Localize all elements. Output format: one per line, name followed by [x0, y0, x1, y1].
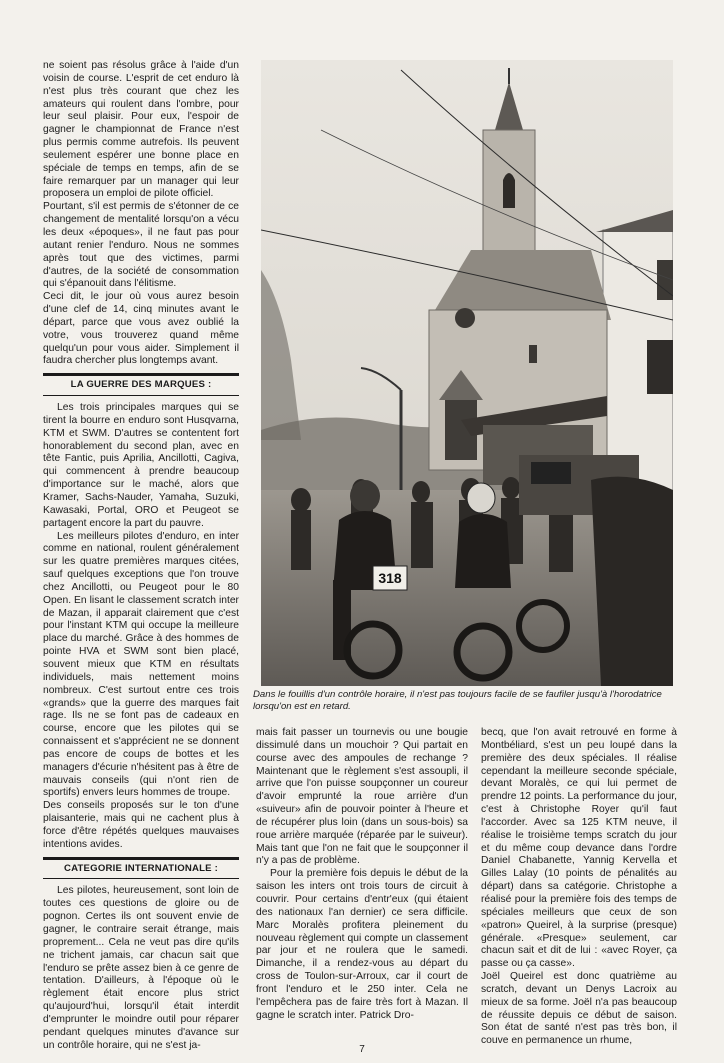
paragraph: Les meilleurs pilotes d'enduro, en inter comme en national, roulent généralement sur les quatre premières marques citées, sauf quelques exceptions que l'on trouve chez Ancillotti, ou Peugeot pour le 80 Open. En lisant le classement scratch inter de Mazan, il apparait clairement que c'est pour l'instant KTM qui occupe la meilleure place du marché. Grâce à des hommes de pointe HVA et SWM sont bien placé, souvent mieux que KTM en résultats individuels, mais nettement moins nombreux. C'est surtout entre ces trois «grands» que la guerre des marques fait rage. Ils ne se font pas de cadeaux en course, encore que les pilotes qui se connaissent et s'apprécient ne se donnent pas encore de coups de bottes et les managers d'écurie n'hésitent pas à être de mauvais conseils (qui n'ont rien de sportifs) envers leurs hommes de troupe. — [43, 530, 239, 799]
photo-illustration — [261, 60, 673, 686]
photo-church-enduro-riders — [261, 60, 673, 686]
paragraph: mais fait passer un tournevis ou une bougie dissimulé dans un mouchoir ? Qui partait en course avec des ampoules de rechange ? Maintenant que le règlement s'est assoupli, il arrive que l'on puisse soupçonner un coureur d'avoir emprunté la roue arrière d'un «suiveur» afin de pouvoir pointer à l'heure et de récupérer plus loin (dans un sous-bois) sa roue arrière marquée (réparée par le suiveur). Mais tant que l'on ne fait que le soupçonner il n'y a pas de problème. — [256, 727, 468, 867]
section-heading-guerre-des-marques: LA GUERRE DES MARQUES : — [43, 373, 239, 396]
page-number: 7 — [359, 1044, 365, 1055]
paragraph: Joël Queirel est donc quatrième au scratch, devant un Denys Lacroix au mieux de sa forme. Joël n'a pas beaucoup de réussite depuis ce début de saison. Son état de santé n'est pas très bon, il couve en permanence un rhume, — [481, 971, 677, 1047]
paragraph: Les trois principales marques qui se tirent la bourre en enduro sont Husqvarna, KTM et SWM. D'autres se contentent fort honorablement du second plan, avec en tête Fantic, puis Aprilia, Ancillotti, Cagiva, qui commencent à prendre beaucoup d'importance sur le maché, alors que Kramer, Sachs-Nauder, Yamaha, Suzuki, Kawasaki, Portal, ORO et Peugeot se partagent encore la part du pauvre. — [43, 402, 239, 529]
right-column — [481, 727, 677, 1048]
number-plate-label: 318 — [378, 570, 402, 586]
paragraph: Pourtant, s'il est permis de s'étonner de ce changement de mentalité lorsqu'on a vécu les deux «époques», il ne faut pas pour autant renier l'enduro. Nous ne sommes après tout que des victimes, parmi d'autres, de la société de consommation qui s'épanouit dans l'élitisme. — [43, 201, 239, 290]
paragraph: ne soient pas résolus grâce à l'aide d'un voisin de course. L'esprit de cet enduro là n'est plus très courant que chez les amateurs qui roulent dans l'ombre, pour leur seul plaisir. Pour eux, l'espoir de gagner le championnat de France n'est plus permis comme autrefois. Ils peuvent seulement espérer une bonne place en spéciale de temps en temps, afin de se faire remarquer par un manager qui leur proposera un emploi de pilote officiel. — [43, 60, 239, 200]
left-column — [43, 60, 239, 1052]
paragraph: Pour la première fois depuis le début de la saison les inters ont trois tours de circuit à couvrir. Pour certains d'entr'eux (qui étaient des nationaux l'an dernier) ce sera difficile. Marc Moralès profitera pleinement du nouveau règlement qui compte un classement par jour et ne roulera que le samedi. Dimanche, il a rendez-vous au départ du cross de Toulon-sur-Arroux, car il court de front l'enduro et le 250 inter. Cela ne l'empêchera pas de faire très fort à Mazan. Il gagne le scratch inter. Patrick Dro- — [256, 868, 468, 1021]
section-heading-categorie-internationale: CATEGORIE INTERNATIONALE : — [43, 857, 239, 880]
middle-column — [256, 727, 468, 1022]
paragraph: becq, que l'on avait retrouvé en forme à Montbéliard, s'est un peu loupé dans la première des deux spéciales. Il réalise cependant la meilleure seconde spéciale, devant Moralès, ce qui lui permet de prendre 12 points. La performance du jour, c'est à Christophe Royer qu'il faut l'accorder. Avec sa 125 KTM neuve, il réalise le troisième temps scratch du jour et du même coup devance dans l'ordre Daniel Chabanette, Yannig Kervella et Gilles Lalay (10 points de pénalités au départ) dans sa catégorie. Christophe a réalisé pour la première fois des temps de spéciales meilleurs que ceux de son «patron» Queirel, à la surprise (presque) générale. «Presque» seulement, car chacun sait et dit de lui : «avec Royer, ça passe ou ça casse». — [481, 727, 677, 970]
paragraph: Ceci dit, le jour où vous aurez besoin d'une clef de 14, cinq minutes avant le départ, parce que vous avez oublié la votre, vous trouverez quand même quelqu'un pour vous aider. Simplement il faudra chercher plus longtemps avant. — [43, 291, 239, 367]
photo-caption: Dans le fouillis d'un contrôle horaire, il n'est pas toujours facile de se faufiler jusqu'à l'horodatrice lorsqu'on est en retard. — [253, 689, 662, 712]
paragraph: Les pilotes, heureusement, sont loin de toutes ces questions de gloire ou de pognon. Certes ils ont souvent envie de gagner, le contraire serait étrange, mais proprement... Cela ne veut pas dire qu'ils ne trichent jamais, car chacun sait que l'enduro se prête assez bien à ce genre de tentation. D'ailleurs, à l'époque où le règlement était encore plus strict qu'aujourd'hui, lorsqu'il était interdit d'emprunter le moindre outil pour réparer pendant quelques minutes d'avance sur un contrôle horaire, qui ne s'est ja- — [43, 885, 239, 1051]
paragraph: Des conseils proposés sur le ton d'une plaisanterie, mais qui ne cachent plus à force d'être répétés quelques mauvaises intentions avides. — [43, 800, 239, 850]
